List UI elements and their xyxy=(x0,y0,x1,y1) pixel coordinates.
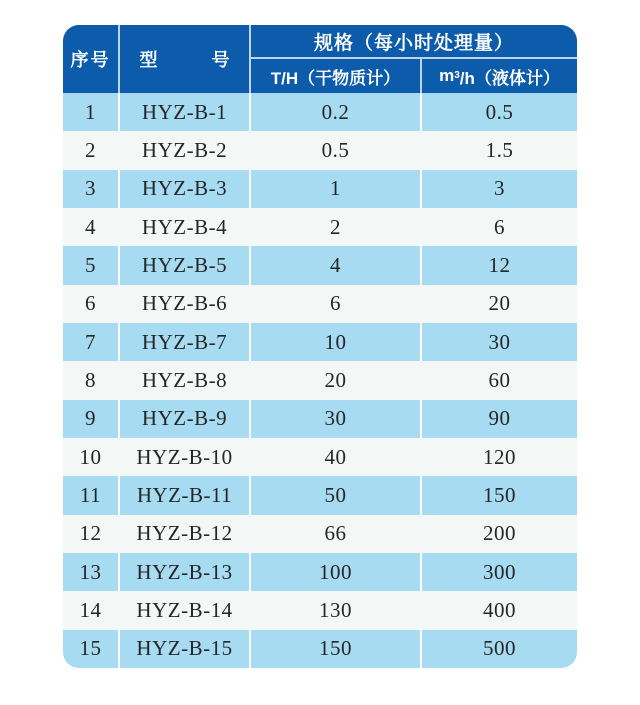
model-cell: HYZ-B-3 xyxy=(120,170,249,208)
liquid-capacity-cell: 400 xyxy=(422,591,577,629)
table-row xyxy=(63,323,577,361)
dry-capacity-cell: 4 xyxy=(251,246,420,284)
liquid-unit-rest: /h（液体计） xyxy=(459,68,560,88)
serial-number-cell: 13 xyxy=(63,553,118,591)
table-row xyxy=(63,630,577,668)
table-row xyxy=(63,553,577,591)
dry-capacity-cell: 40 xyxy=(251,438,420,476)
liquid-capacity-cell: 90 xyxy=(422,400,577,438)
header-model: 型 号 xyxy=(120,25,249,93)
table-row xyxy=(63,285,577,323)
liquid-capacity-cell: 150 xyxy=(422,476,577,514)
table-row xyxy=(63,208,577,246)
serial-number-cell: 12 xyxy=(63,515,118,553)
dry-capacity-cell: 20 xyxy=(251,361,420,399)
dry-capacity-cell: 0.5 xyxy=(251,131,420,169)
table-header xyxy=(63,25,577,93)
table-row xyxy=(63,591,577,629)
table-row xyxy=(63,476,577,514)
dry-capacity-cell: 150 xyxy=(251,630,420,668)
model-cell: HYZ-B-15 xyxy=(120,630,249,668)
header-serial-number: 序号 xyxy=(63,25,118,93)
liquid-capacity-cell: 6 xyxy=(422,208,577,246)
model-cell: HYZ-B-12 xyxy=(120,515,249,553)
dry-capacity-cell: 66 xyxy=(251,515,420,553)
serial-number-cell: 11 xyxy=(63,476,118,514)
table-row xyxy=(63,170,577,208)
liquid-capacity-cell: 30 xyxy=(422,323,577,361)
serial-number-cell: 2 xyxy=(63,131,118,169)
table-row xyxy=(63,438,577,476)
liquid-capacity-cell: 300 xyxy=(422,553,577,591)
serial-number-cell: 8 xyxy=(63,361,118,399)
liquid-capacity-cell: 1.5 xyxy=(422,131,577,169)
model-cell: HYZ-B-11 xyxy=(120,476,249,514)
model-cell: HYZ-B-9 xyxy=(120,400,249,438)
model-cell: HYZ-B-7 xyxy=(120,323,249,361)
dry-capacity-cell: 2 xyxy=(251,208,420,246)
liquid-capacity-cell: 500 xyxy=(422,630,577,668)
model-cell: HYZ-B-1 xyxy=(120,93,249,131)
model-cell: HYZ-B-8 xyxy=(120,361,249,399)
model-cell: HYZ-B-4 xyxy=(120,208,249,246)
dry-capacity-cell: 130 xyxy=(251,591,420,629)
table-row xyxy=(63,246,577,284)
header-dry-capacity: T/H（干物质计） xyxy=(251,59,420,93)
serial-number-cell: 3 xyxy=(63,170,118,208)
serial-number-cell: 9 xyxy=(63,400,118,438)
dry-capacity-cell: 30 xyxy=(251,400,420,438)
model-cell: HYZ-B-5 xyxy=(120,246,249,284)
table-row xyxy=(63,361,577,399)
model-cell: HYZ-B-2 xyxy=(120,131,249,169)
liquid-capacity-cell: 0.5 xyxy=(422,93,577,131)
serial-number-cell: 14 xyxy=(63,591,118,629)
liquid-unit-exponent: 3 xyxy=(454,70,460,81)
table-row xyxy=(63,400,577,438)
model-cell: HYZ-B-10 xyxy=(120,438,249,476)
dry-capacity-cell: 10 xyxy=(251,323,420,361)
model-cell: HYZ-B-13 xyxy=(120,553,249,591)
serial-number-cell: 4 xyxy=(63,208,118,246)
serial-number-cell: 7 xyxy=(63,323,118,361)
serial-number-cell: 15 xyxy=(63,630,118,668)
model-cell: HYZ-B-6 xyxy=(120,285,249,323)
serial-number-cell: 6 xyxy=(63,285,118,323)
table-row xyxy=(63,515,577,553)
serial-number-cell: 1 xyxy=(63,93,118,131)
dry-capacity-cell: 50 xyxy=(251,476,420,514)
table-row xyxy=(63,93,577,131)
model-cell: HYZ-B-14 xyxy=(120,591,249,629)
liquid-capacity-cell: 3 xyxy=(422,170,577,208)
liquid-capacity-cell: 200 xyxy=(422,515,577,553)
dry-capacity-cell: 6 xyxy=(251,285,420,323)
header-liquid-capacity xyxy=(422,59,577,93)
liquid-capacity-cell: 12 xyxy=(422,246,577,284)
header-spec-group: 规格（每小时处理量） xyxy=(251,25,577,59)
serial-number-cell: 5 xyxy=(63,246,118,284)
liquid-capacity-cell: 120 xyxy=(422,438,577,476)
serial-number-cell: 10 xyxy=(63,438,118,476)
spec-table xyxy=(63,25,577,668)
liquid-capacity-cell: 60 xyxy=(422,361,577,399)
dry-capacity-cell: 1 xyxy=(251,170,420,208)
table-row xyxy=(63,131,577,169)
liquid-capacity-cell: 20 xyxy=(422,285,577,323)
dry-capacity-cell: 100 xyxy=(251,553,420,591)
table-body xyxy=(63,93,577,668)
liquid-unit-base: m xyxy=(439,66,455,85)
dry-capacity-cell: 0.2 xyxy=(251,93,420,131)
